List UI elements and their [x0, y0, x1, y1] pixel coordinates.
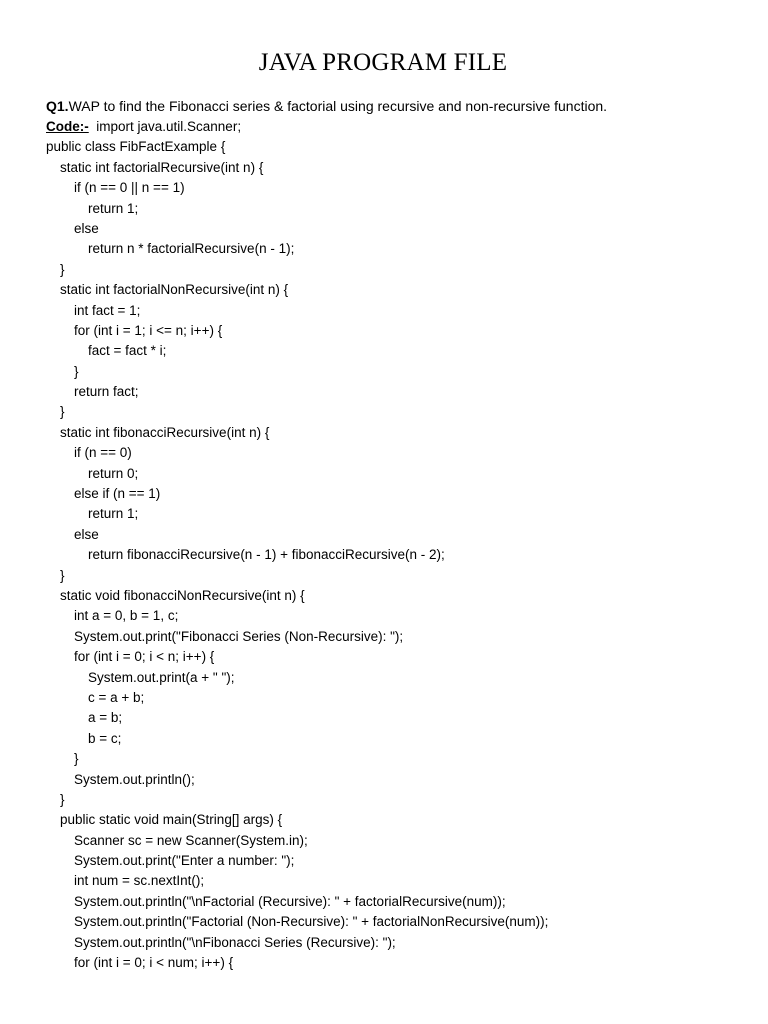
- code-text: for (int i = 0; i < num; i++) {: [74, 955, 234, 971]
- code-text: fact = fact * i;: [88, 343, 167, 359]
- code-text: return n * factorialRecursive(n - 1);: [88, 241, 295, 257]
- code-line: [46, 260, 548, 280]
- code-line: [46, 362, 548, 382]
- code-text: if (n == 0 || n == 1): [74, 180, 185, 196]
- code-text: else: [74, 220, 99, 236]
- code-text: static int factorialNonRecursive(int n) {: [60, 282, 289, 298]
- code-text: else: [74, 526, 99, 542]
- code-text: System.out.println("\nFactorial (Recursive): " + factorialRecursive(num));: [74, 893, 506, 909]
- code-text: a = b;: [88, 710, 123, 726]
- code-line: [46, 770, 548, 790]
- code-text: c = a + b;: [88, 689, 145, 705]
- code-text: static int fibonacciRecursive(int n) {: [60, 424, 270, 440]
- code-line: [46, 668, 548, 688]
- code-line: [46, 321, 548, 341]
- code-line: [46, 443, 548, 463]
- code-line: [46, 219, 548, 239]
- code-line: [46, 892, 548, 912]
- code-line: [46, 158, 548, 178]
- code-text: for (int i = 1; i <= n; i++) {: [74, 322, 223, 338]
- code-line: [46, 831, 548, 851]
- question-number: Q1.: [46, 98, 69, 114]
- code-line: [46, 301, 548, 321]
- code-text: int num = sc.nextInt();: [74, 873, 205, 889]
- code-text: return fact;: [74, 384, 139, 400]
- code-text: int fact = 1;: [74, 302, 141, 318]
- code-text: }: [74, 751, 79, 767]
- code-text: b = c;: [88, 730, 122, 746]
- code-block: [46, 117, 548, 973]
- code-line: [46, 484, 548, 504]
- code-line: [46, 871, 548, 891]
- code-line: [46, 525, 548, 545]
- code-line: [46, 810, 548, 830]
- code-text: public static void main(String[] args) {: [60, 812, 283, 828]
- code-line: [46, 708, 548, 728]
- code-line: [46, 402, 548, 422]
- document-title: JAVA PROGRAM FILE: [258, 49, 508, 76]
- code-line: [46, 933, 548, 953]
- code-line: [46, 647, 548, 667]
- code-text: public class FibFactExample {: [46, 139, 226, 155]
- code-line: [46, 504, 548, 524]
- code-line: [46, 790, 548, 810]
- code-text: }: [60, 791, 65, 807]
- code-text: int a = 0, b = 1, c;: [74, 608, 179, 624]
- question-text: WAP to find the Fibonacci series & factorial using recursive and non-recursive function.: [68, 98, 608, 114]
- code-text: System.out.println();: [74, 771, 195, 787]
- code-text: return 0;: [88, 465, 139, 481]
- code-text: static int factorialRecursive(int n) {: [60, 159, 264, 175]
- code-line: [46, 749, 548, 769]
- code-line: [46, 423, 548, 443]
- code-line: [46, 382, 548, 402]
- code-line: [46, 199, 548, 219]
- code-text: return fibonacciRecursive(n - 1) + fibonacciRecursive(n - 2);: [88, 547, 445, 563]
- code-line: [46, 464, 548, 484]
- code-line: [46, 586, 548, 606]
- code-line: [46, 953, 548, 973]
- code-text: System.out.print("Enter a number: ");: [74, 853, 295, 869]
- code-line: [46, 117, 548, 137]
- code-text: import java.util.Scanner;: [88, 119, 242, 134]
- code-line: [46, 566, 548, 586]
- code-text: System.out.print("Fibonacci Series (Non-Recursive): ");: [74, 628, 404, 644]
- code-line: [46, 545, 548, 565]
- code-line: [46, 729, 548, 749]
- code-text: if (n == 0): [74, 445, 132, 461]
- code-line: [46, 606, 548, 626]
- code-text: System.out.print(a + " ");: [88, 669, 235, 685]
- code-text: for (int i = 0; i < n; i++) {: [74, 649, 215, 665]
- code-text: }: [60, 404, 65, 420]
- code-line: [46, 239, 548, 259]
- code-line: [46, 627, 548, 647]
- code-line: [46, 178, 548, 198]
- code-line: [46, 912, 548, 932]
- code-text: }: [60, 261, 65, 277]
- code-text: Scanner sc = new Scanner(System.in);: [74, 832, 308, 848]
- code-text: System.out.println("\nFibonacci Series (Recursive): ");: [74, 934, 396, 950]
- code-line: [46, 137, 548, 157]
- code-line: [46, 341, 548, 361]
- code-text: static void fibonacciNonRecursive(int n) {: [60, 587, 305, 603]
- code-text: }: [60, 567, 65, 583]
- code-line: [46, 688, 548, 708]
- code-text: }: [74, 363, 79, 379]
- code-label: Code:-: [46, 119, 89, 134]
- question-line: [46, 96, 607, 116]
- code-text: else if (n == 1): [74, 486, 161, 502]
- code-line: [46, 851, 548, 871]
- code-line: [46, 280, 548, 300]
- code-text: System.out.println("Factorial (Non-Recursive): " + factorialNonRecursive(num));: [74, 914, 549, 930]
- code-text: return 1;: [88, 200, 139, 216]
- code-text: return 1;: [88, 506, 139, 522]
